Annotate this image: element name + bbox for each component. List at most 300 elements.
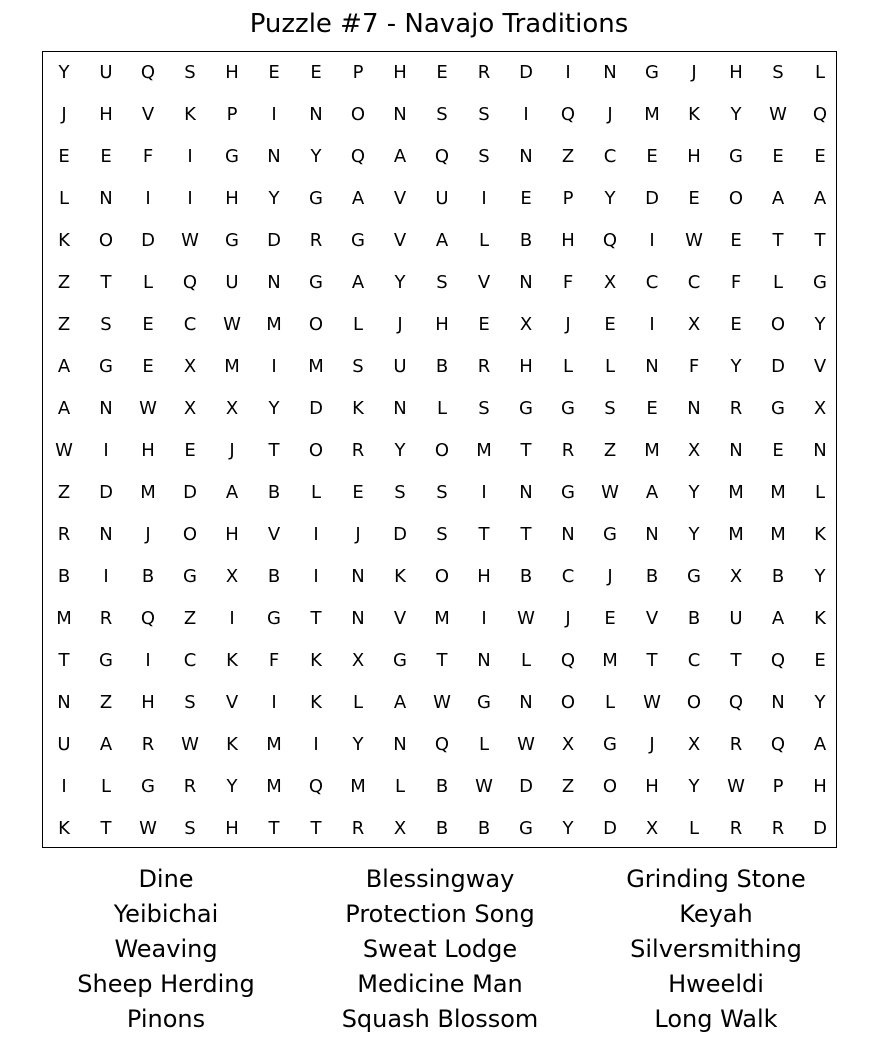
grid-letter: C <box>603 146 617 167</box>
grid-letter: L <box>58 188 70 209</box>
grid-letter: A <box>225 482 239 503</box>
grid-letter: I <box>481 608 487 629</box>
grid-letter: R <box>477 356 491 377</box>
grid-letter: Y <box>352 734 364 755</box>
grid-letter: W <box>139 818 157 839</box>
grid-letter: T <box>520 440 532 461</box>
grid-letter: J <box>565 314 571 335</box>
grid-letter: I <box>145 650 151 671</box>
grid-letter: E <box>604 608 616 629</box>
grid-letter: Y <box>730 104 742 125</box>
grid-letter: X <box>183 356 197 377</box>
grid-row <box>43 640 838 682</box>
grid-letter: N <box>99 524 113 545</box>
grid-letter: J <box>691 62 697 83</box>
grid-letter: T <box>772 230 784 251</box>
grid-letter: Q <box>812 104 828 125</box>
grid-letter: M <box>644 104 660 125</box>
grid-letter: V <box>267 524 281 545</box>
grid-letter: B <box>771 566 785 587</box>
grid-letter: Q <box>728 692 744 713</box>
grid-letter: Q <box>308 776 324 797</box>
grid-letter: K <box>352 398 364 419</box>
grid-letter: G <box>561 482 575 503</box>
grid-letter: X <box>225 566 239 587</box>
grid-letter: N <box>267 146 281 167</box>
grid-letter: W <box>769 104 787 125</box>
grid-letter: W <box>475 776 493 797</box>
grid-letter: W <box>685 230 703 251</box>
grid-letter: Y <box>268 188 280 209</box>
grid-letter: N <box>519 146 533 167</box>
grid-letter: Z <box>57 482 71 503</box>
grid-letter: R <box>729 818 743 839</box>
grid-letter: W <box>643 692 661 713</box>
grid-letter: B <box>435 356 449 377</box>
grid-letter: S <box>604 398 616 419</box>
grid-letter: S <box>436 272 448 293</box>
word-list-item: Pinons <box>126 1005 206 1033</box>
grid-row <box>43 724 838 766</box>
grid-letter: R <box>141 734 155 755</box>
grid-letter: M <box>350 776 366 797</box>
grid-letter: Q <box>434 734 450 755</box>
grid-row <box>43 346 838 388</box>
grid-letter: C <box>687 272 701 293</box>
grid-letter: E <box>268 62 280 83</box>
grid-letter: I <box>481 482 487 503</box>
grid-letter: N <box>561 524 575 545</box>
grid-letter: T <box>436 650 448 671</box>
grid-letter: Z <box>183 608 197 629</box>
grid-letter: J <box>565 608 571 629</box>
grid-row <box>43 556 838 598</box>
grid-letter: L <box>100 776 112 797</box>
word-column-3 <box>586 862 846 1037</box>
grid-letter: T <box>814 230 826 251</box>
grid-letter: B <box>687 608 701 629</box>
grid-letter: B <box>645 566 659 587</box>
grid-letter: N <box>99 398 113 419</box>
grid-letter: B <box>57 566 71 587</box>
grid-letter: W <box>517 608 535 629</box>
grid-letter: T <box>310 818 322 839</box>
grid-letter: V <box>393 608 407 629</box>
grid-letter: G <box>561 398 575 419</box>
grid-letter: K <box>58 230 70 251</box>
grid-letter: N <box>519 692 533 713</box>
grid-letter: E <box>142 356 154 377</box>
grid-letter: W <box>433 692 451 713</box>
word-list-item: Weaving <box>114 935 218 963</box>
grid-letter: Q <box>140 62 156 83</box>
grid-letter: G <box>267 608 281 629</box>
grid-letter: F <box>562 272 574 293</box>
grid-letter: H <box>141 440 155 461</box>
word-column-1 <box>36 862 296 1037</box>
grid-letter: P <box>226 104 238 125</box>
grid-letter: O <box>434 440 450 461</box>
grid-letter: A <box>813 734 827 755</box>
grid-letter: A <box>99 734 113 755</box>
word-list-item: Long Walk <box>654 1005 778 1033</box>
grid-letter: J <box>607 566 613 587</box>
grid-row <box>43 430 838 472</box>
grid-letter: Y <box>814 566 826 587</box>
grid-letter: E <box>184 440 196 461</box>
grid-letter: L <box>394 776 406 797</box>
grid-letter: O <box>182 524 198 545</box>
puzzle-title: Puzzle #7 - Navajo Traditions <box>249 9 629 39</box>
grid-letter: Y <box>688 776 700 797</box>
grid-letter: H <box>813 776 827 797</box>
grid-letter: C <box>561 566 575 587</box>
grid-row <box>43 178 838 220</box>
grid-letter: N <box>393 734 407 755</box>
grid-letter: V <box>225 692 239 713</box>
grid-letter: N <box>57 692 71 713</box>
grid-letter: H <box>561 230 575 251</box>
grid-letter: H <box>477 566 491 587</box>
grid-letter: Q <box>140 608 156 629</box>
grid-letter: Q <box>560 650 576 671</box>
grid-letter: E <box>772 146 784 167</box>
grid-letter: M <box>602 650 618 671</box>
grid-letter: A <box>351 188 365 209</box>
grid-letter: I <box>187 188 193 209</box>
grid-letter: D <box>519 62 533 83</box>
grid-letter: J <box>649 734 655 755</box>
grid-letter: T <box>646 650 658 671</box>
grid-letter: L <box>814 482 826 503</box>
grid-letter: A <box>351 272 365 293</box>
grid-letter: Y <box>394 272 406 293</box>
grid-letter: K <box>58 818 70 839</box>
grid-letter: R <box>351 440 365 461</box>
grid-letter: Y <box>394 440 406 461</box>
grid-letter: N <box>351 608 365 629</box>
grid-letter: N <box>267 272 281 293</box>
grid-letter: C <box>183 314 197 335</box>
grid-letter: S <box>184 818 196 839</box>
grid-letter: X <box>393 818 407 839</box>
grid-letter: T <box>520 524 532 545</box>
grid-letter: S <box>436 524 448 545</box>
grid-letter: E <box>436 62 448 83</box>
grid-letter: Y <box>688 524 700 545</box>
grid-letter: O <box>602 776 618 797</box>
word-list-item: Silversmithing <box>630 935 802 963</box>
grid-letter: E <box>730 314 742 335</box>
grid-letter: L <box>352 314 364 335</box>
grid-letter: D <box>99 482 113 503</box>
grid-letter: X <box>687 440 701 461</box>
grid-letter: L <box>478 734 490 755</box>
grid-letter: L <box>520 650 532 671</box>
grid-letter: X <box>351 650 365 671</box>
grid-letter: N <box>519 272 533 293</box>
grid-letter: J <box>145 524 151 545</box>
grid-letter: U <box>225 272 239 293</box>
word-list-item: Protection Song <box>345 900 535 928</box>
grid-letter: R <box>99 608 113 629</box>
grid-letter: S <box>394 482 406 503</box>
grid-letter: P <box>562 188 574 209</box>
grid-letter: T <box>730 650 742 671</box>
grid-letter: G <box>477 692 491 713</box>
grid-letter: F <box>730 272 742 293</box>
grid-letter: K <box>184 104 196 125</box>
grid-letter: S <box>772 62 784 83</box>
grid-letter: Z <box>57 272 71 293</box>
grid-letter: E <box>520 188 532 209</box>
grid-letter: X <box>729 566 743 587</box>
grid-letter: I <box>565 62 571 83</box>
grid-letter: N <box>687 398 701 419</box>
grid-letter: L <box>814 62 826 83</box>
word-list-item: Medicine Man <box>357 970 523 998</box>
grid-letter: R <box>729 734 743 755</box>
grid-letter: H <box>225 62 239 83</box>
grid-letter: B <box>267 482 281 503</box>
grid-letter: M <box>224 356 240 377</box>
grid-letter: S <box>100 314 112 335</box>
grid-letter: M <box>644 440 660 461</box>
grid-letter: Z <box>57 314 71 335</box>
grid-letter: T <box>100 272 112 293</box>
grid-letter: D <box>309 398 323 419</box>
grid-letter: J <box>607 104 613 125</box>
grid-letter: R <box>477 62 491 83</box>
grid-letter: M <box>266 314 282 335</box>
grid-letter: S <box>184 692 196 713</box>
grid-letter: R <box>771 818 785 839</box>
grid-row <box>43 514 838 556</box>
grid-letter: V <box>393 230 407 251</box>
grid-letter: S <box>436 104 448 125</box>
grid-letter: W <box>601 482 619 503</box>
grid-letter: B <box>267 566 281 587</box>
grid-letter: W <box>181 230 199 251</box>
grid-letter: E <box>646 398 658 419</box>
grid-letter: H <box>99 104 113 125</box>
grid-letter: R <box>57 524 71 545</box>
grid-letter: N <box>99 188 113 209</box>
grid-letter: H <box>687 146 701 167</box>
grid-letter: E <box>814 650 826 671</box>
word-list-item: Grinding Stone <box>626 865 806 893</box>
grid-letter: J <box>61 104 67 125</box>
grid-row <box>43 52 838 94</box>
grid-letter: K <box>226 650 238 671</box>
grid-letter: W <box>55 440 73 461</box>
grid-letter: G <box>225 146 239 167</box>
grid-letter: I <box>145 188 151 209</box>
grid-letter: A <box>57 356 71 377</box>
grid-letter: E <box>772 440 784 461</box>
grid-letter: E <box>310 62 322 83</box>
grid-letter: Y <box>268 398 280 419</box>
grid-letter: V <box>141 104 155 125</box>
grid-letter: U <box>435 188 449 209</box>
grid-letter: K <box>688 104 700 125</box>
grid-letter: Y <box>226 776 238 797</box>
grid-letter: O <box>308 440 324 461</box>
grid-row <box>43 598 838 640</box>
grid-letter: A <box>57 398 71 419</box>
grid-letter: H <box>435 314 449 335</box>
grid-letter: D <box>183 482 197 503</box>
grid-letter: V <box>645 608 659 629</box>
grid-letter: O <box>560 692 576 713</box>
grid-letter: X <box>687 314 701 335</box>
grid-letter: G <box>519 398 533 419</box>
grid-letter: M <box>308 356 324 377</box>
grid-letter: A <box>435 230 449 251</box>
grid-letter: G <box>99 650 113 671</box>
letter-grid-cells <box>43 52 838 849</box>
grid-letter: G <box>519 818 533 839</box>
grid-letter: G <box>729 146 743 167</box>
grid-letter: S <box>478 398 490 419</box>
grid-letter: X <box>225 398 239 419</box>
grid-letter: F <box>142 146 154 167</box>
grid-letter: I <box>271 692 277 713</box>
grid-row <box>43 388 838 430</box>
grid-letter: U <box>393 356 407 377</box>
grid-letter: T <box>268 440 280 461</box>
grid-letter: N <box>393 104 407 125</box>
grid-letter: O <box>98 230 114 251</box>
grid-letter: O <box>686 692 702 713</box>
grid-letter: H <box>393 62 407 83</box>
grid-letter: I <box>229 608 235 629</box>
grid-letter: Q <box>434 146 450 167</box>
grid-letter: D <box>603 818 617 839</box>
grid-letter: S <box>478 146 490 167</box>
grid-letter: E <box>100 146 112 167</box>
grid-row <box>43 472 838 514</box>
grid-letter: C <box>183 650 197 671</box>
grid-letter: K <box>310 650 322 671</box>
grid-letter: I <box>271 356 277 377</box>
grid-row <box>43 94 838 136</box>
grid-letter: X <box>645 818 659 839</box>
grid-letter: Y <box>730 356 742 377</box>
grid-letter: E <box>58 146 70 167</box>
grid-letter: W <box>139 398 157 419</box>
grid-row <box>43 304 838 346</box>
grid-letter: H <box>141 692 155 713</box>
grid-letter: H <box>225 524 239 545</box>
grid-letter: X <box>519 314 533 335</box>
grid-letter: T <box>268 818 280 839</box>
grid-row <box>43 808 838 850</box>
grid-letter: Y <box>688 482 700 503</box>
grid-letter: R <box>729 398 743 419</box>
grid-letter: G <box>687 566 701 587</box>
grid-letter: I <box>313 524 319 545</box>
grid-letter: N <box>393 398 407 419</box>
grid-letter: L <box>772 272 784 293</box>
grid-row <box>43 262 838 304</box>
grid-letter: I <box>649 314 655 335</box>
grid-letter: A <box>771 188 785 209</box>
grid-letter: H <box>225 818 239 839</box>
grid-letter: O <box>728 188 744 209</box>
grid-letter: O <box>350 104 366 125</box>
grid-letter: B <box>435 818 449 839</box>
grid-letter: G <box>771 398 785 419</box>
grid-letter: Q <box>770 650 786 671</box>
grid-letter: G <box>393 650 407 671</box>
grid-letter: N <box>477 650 491 671</box>
grid-letter: M <box>728 524 744 545</box>
grid-letter: L <box>478 230 490 251</box>
grid-letter: R <box>561 440 575 461</box>
grid-letter: I <box>61 776 67 797</box>
grid-letter: O <box>308 314 324 335</box>
grid-letter: N <box>813 440 827 461</box>
grid-row <box>43 220 838 262</box>
grid-letter: Q <box>602 230 618 251</box>
grid-letter: N <box>519 482 533 503</box>
grid-letter: J <box>397 314 403 335</box>
grid-letter: G <box>309 272 323 293</box>
grid-letter: M <box>728 482 744 503</box>
grid-letter: Y <box>58 62 70 83</box>
grid-letter: G <box>603 524 617 545</box>
word-column-2 <box>310 862 570 1037</box>
grid-letter: H <box>225 188 239 209</box>
grid-letter: W <box>223 314 241 335</box>
grid-letter: V <box>477 272 491 293</box>
grid-letter: D <box>645 188 659 209</box>
grid-letter: N <box>645 356 659 377</box>
grid-letter: A <box>645 482 659 503</box>
grid-letter: N <box>729 440 743 461</box>
grid-letter: N <box>351 566 365 587</box>
grid-letter: T <box>478 524 490 545</box>
grid-letter: E <box>604 314 616 335</box>
grid-letter: N <box>771 692 785 713</box>
grid-letter: M <box>56 608 72 629</box>
grid-letter: U <box>729 608 743 629</box>
grid-letter: G <box>99 356 113 377</box>
word-list-item: Hweeldi <box>668 970 764 998</box>
grid-letter: M <box>770 524 786 545</box>
grid-letter: R <box>309 230 323 251</box>
grid-row <box>43 136 838 178</box>
grid-letter: L <box>142 272 154 293</box>
grid-letter: M <box>434 608 450 629</box>
grid-letter: G <box>813 272 827 293</box>
grid-letter: Q <box>770 734 786 755</box>
grid-letter: D <box>771 356 785 377</box>
grid-letter: J <box>355 524 361 545</box>
grid-letter: F <box>268 650 280 671</box>
grid-letter: D <box>519 776 533 797</box>
grid-letter: E <box>478 314 490 335</box>
grid-letter: I <box>103 566 109 587</box>
grid-letter: N <box>645 524 659 545</box>
grid-letter: E <box>646 146 658 167</box>
word-list-item: Sheep Herding <box>77 970 255 998</box>
grid-letter: B <box>519 566 533 587</box>
grid-letter: K <box>226 734 238 755</box>
grid-letter: L <box>604 356 616 377</box>
grid-letter: I <box>313 566 319 587</box>
